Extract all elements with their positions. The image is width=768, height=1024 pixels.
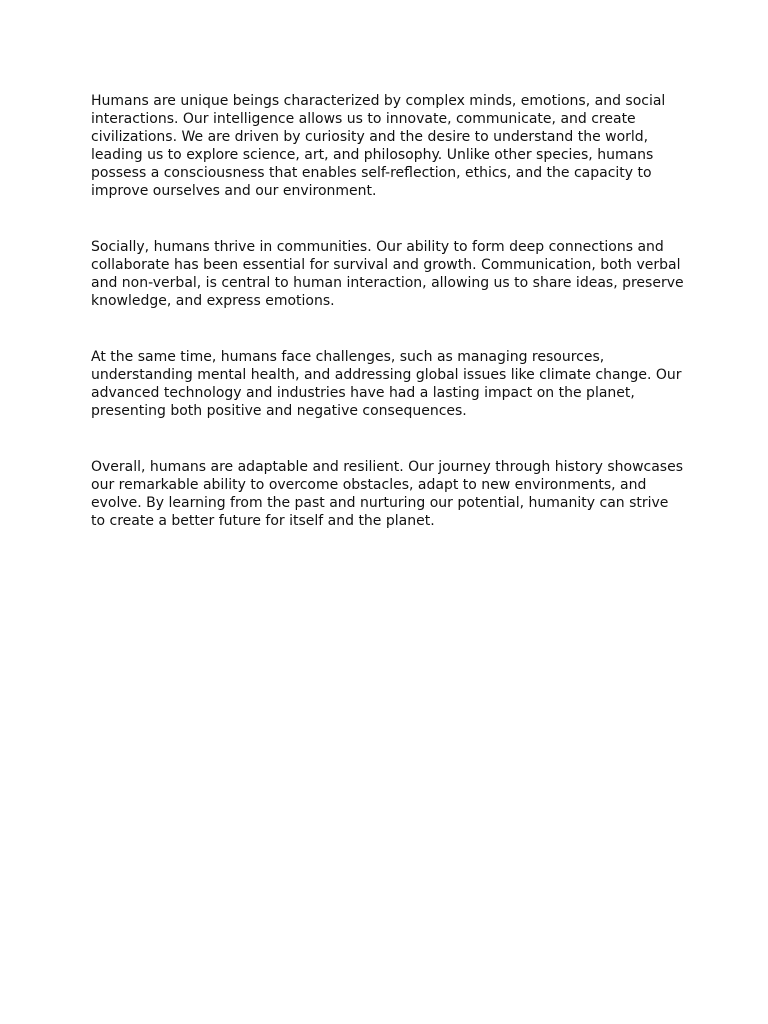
- paragraph-1: Humans are unique beings characterized by complex minds, emotions, and social interactions. Our intelligence allows us to innovate, communicate, and create civilizations. We are driven by curiosity and the desire to understand the world, leading us to explore science, art, and philosophy. Unlike other species, humans possess a consciousness that enables self-reflection, ethics, and the capacity to improve ourselves and our environment.: [91, 93, 666, 199]
- paragraph-3: At the same time, humans face challenges, such as managing resources, understanding mental health, and addressing global issues like climate change. Our advanced technology and industries have had a lasting impact on the planet, presenting both positive and negative consequences.: [91, 349, 682, 419]
- document-body: [91, 92, 686, 530]
- paragraph-4: Overall, humans are adaptable and resilient. Our journey through history showcases our remarkable ability to overcome obstacles, adapt to new environments, and evolve. By learning from the past and nurturing our potential, humanity can strive to create a better future for itself and the planet.: [91, 459, 684, 529]
- paragraph-2: Socially, humans thrive in communities. Our ability to form deep connections and collaborate has been essential for survival and growth. Communication, both verbal and non-verbal, is central to human interaction, allowing us to share ideas, preserve knowledge, and express emotions.: [91, 239, 684, 309]
